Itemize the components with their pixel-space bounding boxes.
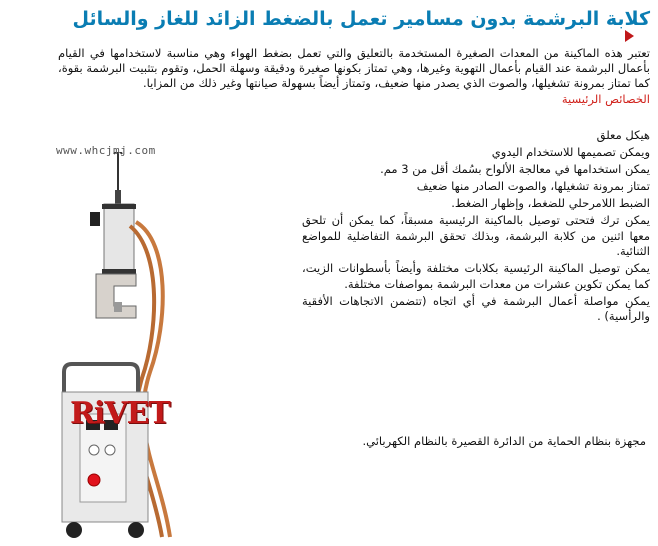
intro-section [58,46,650,107]
website-watermark: www.whcjmj.com [56,144,156,157]
protection-note: مجهزة بنظام الحماية من الدائرة القصيرة بالنظام الكهربائي. [362,434,646,448]
feature-item: ويمكن تصميمها للاستخدام اليدوي [491,145,650,159]
page-title: كلابة البرشمة بدون مسامير تعمل بالضغط الزائد للغاز والسائل [72,8,650,30]
feature-item: الضبط اللامرحلي للضغط، وإظهار الضغط. [451,196,650,210]
riveting-machine-illustration [50,152,190,542]
arrow-bullet-icon [625,30,634,42]
intro-paragraph: تعتبر هذه الماكينة من المعدات الصغيرة المستخدمة بالتعليق والتي تعمل بضغط الهواء وهي مناسبة لاستخدامها في القيام بأعمال البرشمة عند القيام بأعمال التهوية وغيرها، وهي تمتاز بكونها صغيرة ودقيقة وسهلة الحمل، وتقوم بتثبيت البرشمة بقوة، كما تمتاز بمرونة تشغيلها، والصوت الذي يصدر منها ضعيف، وتمتاز أيضاً بسهولة صيانتها وغير ذلك من المزايا. [58,46,650,90]
feature-item: يمكن مواصلة أعمال البرشمة في أي اتجاه (تتضمن الاتجاهات الأفقية والرأسية) . [302,293,650,323]
rivet-logo: RiVET [70,396,170,431]
features-heading: الخصائص الرئيسية [561,92,650,106]
features-list [302,128,650,326]
feature-item: يمكن استخدامها في معالجة الألواح بسُمك أقل من 3 مم. [380,162,650,176]
feature-item: تمتاز بمرونة تشغيلها، والصوت الصادر منها ضعيف [416,179,650,193]
feature-item: يمكن ترك فتحتى توصيل بالماكينة الرئيسية مسبقاً، كما يمكن أن تلحق معها اثنين من كلابة البرشمة، وبذلك تحقق البرشمة التفاضلية للمواضع الثنائية. [302,213,650,258]
feature-item: هيكل معلق [596,128,650,142]
feature-item: يمكن توصيل الماكينة الرئيسية بكلابات مختلفة وأيضاً بأسطوانات الزيت، كما يمكن تكوين عشرات من معدات البرشمة بمواصفات مختلفة. [302,261,650,291]
